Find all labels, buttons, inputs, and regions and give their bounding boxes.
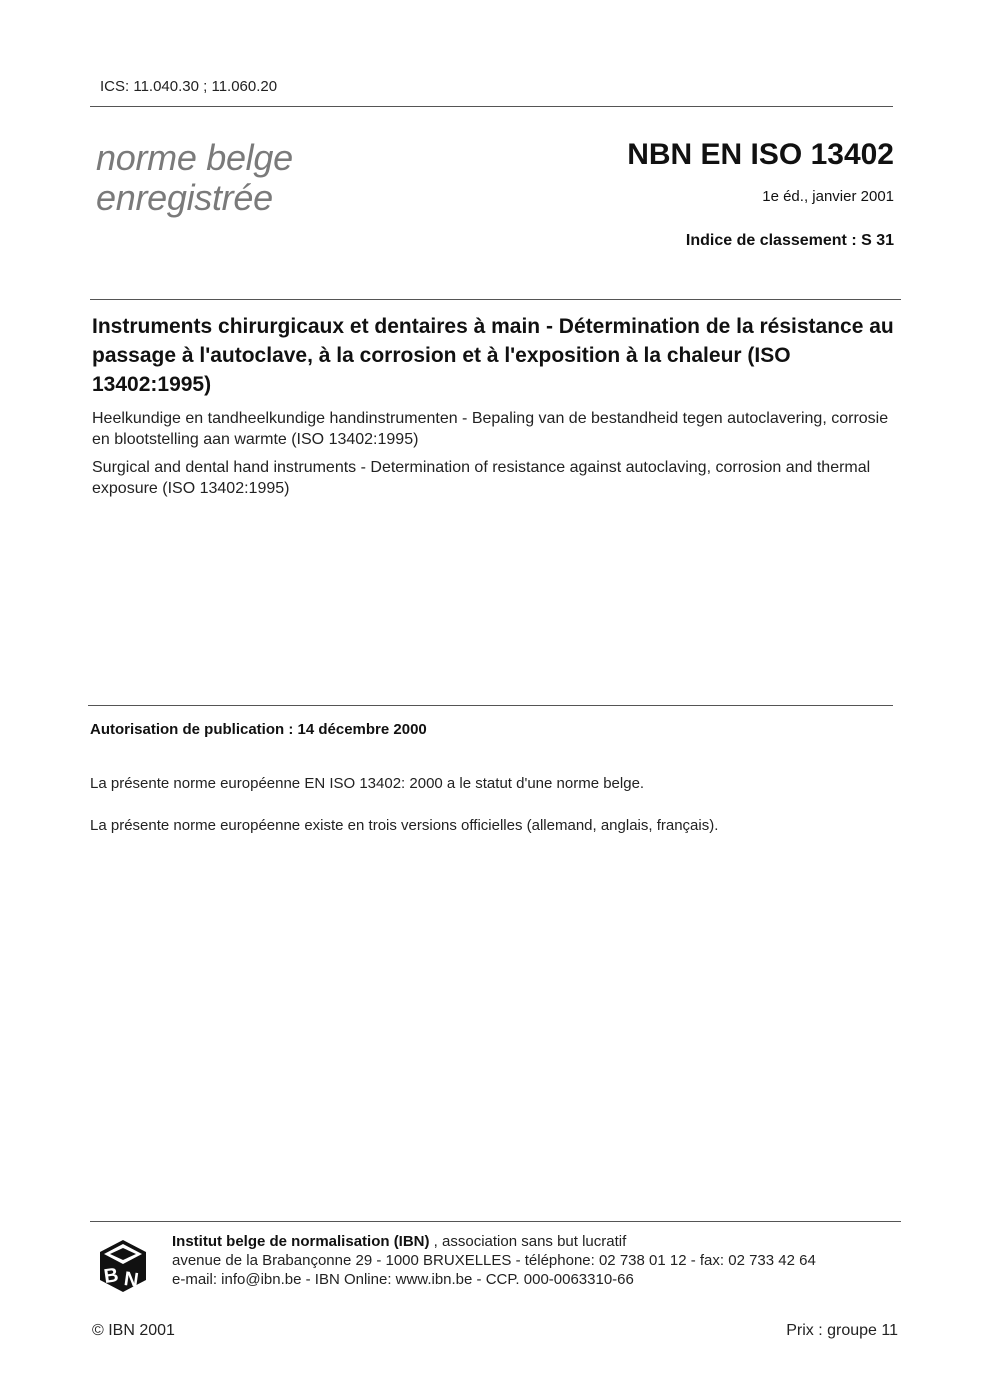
classification-index: Indice de classement : S 31 [685, 232, 894, 249]
price-group: Prix : groupe 11 [786, 1322, 898, 1339]
svg-text:B: B [102, 1264, 120, 1289]
brand-heading [96, 138, 293, 218]
ics-codes: ICS: 11.040.30 ; 11.060.20 [100, 78, 278, 95]
institute-status: , association sans but lucratif [429, 1233, 627, 1250]
brand-line-1: norme belge [96, 137, 293, 178]
status-paragraph: La présente norme européenne EN ISO 13402: 2000 a le statut d'une norme belge. [90, 775, 645, 792]
institute-name-line [172, 1232, 816, 1251]
institute-name: Institut belge de normalisation (IBN) [172, 1233, 430, 1250]
edition-date: 1e éd., janvier 2001 [762, 188, 894, 205]
body-divider [88, 705, 893, 706]
title-french: Instruments chirurgicaux et dentaires à main - Détermination de la résistance au passage à l'autoclave, à la corrosion et à l'exposition à la chaleur (ISO 13402:1995) [92, 315, 894, 396]
institute-address: avenue de la Brabançonne 29 - 1000 BRUXELLES - téléphone: 02 738 01 12 - fax: 02 733 42 64 [172, 1252, 816, 1269]
svg-text:N: N [122, 1267, 140, 1292]
versions-paragraph: La présente norme européenne existe en trois versions officielles (allemand, anglais, français). [90, 817, 719, 834]
institute-contact: e-mail: info@ibn.be - IBN Online: www.ibn.be - CCP. 000-0063310-66 [172, 1271, 634, 1288]
title-divider [90, 299, 901, 300]
footer-divider [90, 1221, 901, 1222]
brand-line-2: enregistrée [96, 177, 273, 218]
top-divider [90, 106, 893, 107]
title-english: Surgical and dental hand instruments - Determination of resistance against autoclaving, corrosion and thermal exposure (ISO 13402:1995) [92, 459, 871, 497]
standard-number: NBN EN ISO 13402 [627, 138, 894, 171]
publication-authorization: Autorisation de publication : 14 décembre 2000 [90, 721, 427, 738]
ibn-logo-icon [98, 1238, 148, 1294]
copyright-notice: © IBN 2001 [92, 1322, 175, 1339]
title-dutch: Heelkundige en tandheelkundige handinstrumenten - Bepaling van de bestandheid tegen autoclavering, corrosie en blootstelling aan warmte (ISO 13402:1995) [92, 410, 889, 448]
institute-info [172, 1232, 816, 1289]
